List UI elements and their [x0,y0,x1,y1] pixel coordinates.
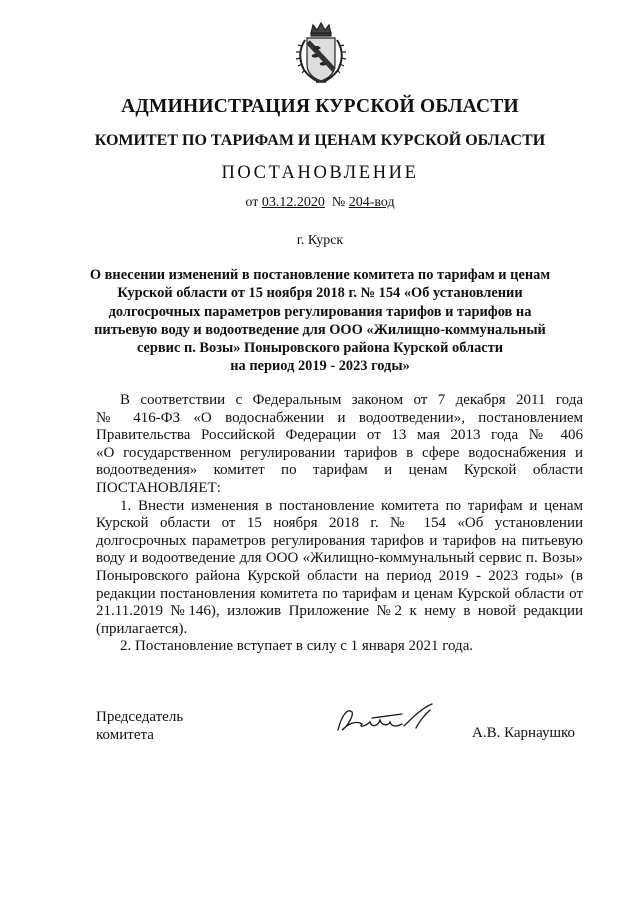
item1-line: (прилагается). [96,620,188,637]
item1-line: Поныровского района Курской области на период 2019 - 2023 годы» (в [96,567,583,584]
item1-line: 1. Внести изменения в постановление комитета по тарифам и ценам [120,497,583,514]
item1-line: воду и водоотведение для ООО «Жилищно-коммунальный сервис п. Возы» [96,550,583,567]
title-line: долгосрочных параметров регулирования тарифов и тарифов на [108,303,532,320]
title-line: Курской области от 15 ноября 2018 г. № 154 «Об установлении [117,285,523,302]
item1-line: Курской области от 15 ноября 2018 г. № 154 «Об установлении [96,515,583,532]
handwritten-signature [332,700,447,740]
item1-line: долгосрочных параметров регулирования тарифов и тарифов на питьевую [96,532,583,549]
preamble-line: Правительства Российской Федерации от 13 мая 2013 года № 406 [96,427,583,444]
item2-line: 2. Постановление вступает в силу с 1 января 2021 года. [120,638,474,655]
city: г. Курск [296,233,344,248]
title-line: О внесении изменений в постановление комитета по тарифам и ценам [89,267,551,283]
document-date: 03.12.2020 [261,195,325,210]
position-line: Председатель [96,709,184,725]
signatory-position [96,708,183,744]
organization-name: АДМИНИСТРАЦИЯ КУРСКОЙ ОБЛАСТИ [121,96,519,117]
signatory-name: А.В. Карнаушко [472,725,576,741]
date-number-line [60,195,580,211]
document-body [96,392,583,656]
document-number: 204-вод [348,195,395,210]
date-prefix: от [245,195,259,210]
preamble-line: № 416-ФЗ «О водоснабжении и водоотведении», постановлением [96,409,583,426]
title-line: на период 2019 - 2023 годы» [230,358,410,375]
item1-line: редакции постановления комитета по тарифам и ценам Курской области от [96,585,583,602]
title-line: сервис п. Возы» Поныровского района Курской области [136,340,504,357]
position-line: комитета [96,727,154,743]
item1-line: 21.11.2019 №146), изложив Приложение №2 к нему в новой редакции [96,603,583,620]
document-type: ПОСТАНОВЛЕНИЕ [221,163,419,183]
preamble-line: В соответствии с Федеральным законом от 7 декабря 2011 года [120,392,583,408]
preamble-line: «О государственном регулировании тарифов в сфере водоснабжения и [96,444,583,461]
document-title [60,266,580,376]
preamble-line: ПОСТАНОВЛЯЕТ: [96,479,221,496]
number-prefix: № [331,195,346,210]
title-line: питьевую воду и водоотведение для ООО «Жилищно-коммунальный [94,321,546,338]
preamble-line: водоотведения» комитет по тарифам и ценам Курской области [96,462,583,479]
committee-name: КОМИТЕТ ПО ТАРИФАМ И ЦЕНАМ КУРСКОЙ ОБЛАСТИ [94,132,546,149]
coat-of-arms-icon [290,20,352,86]
